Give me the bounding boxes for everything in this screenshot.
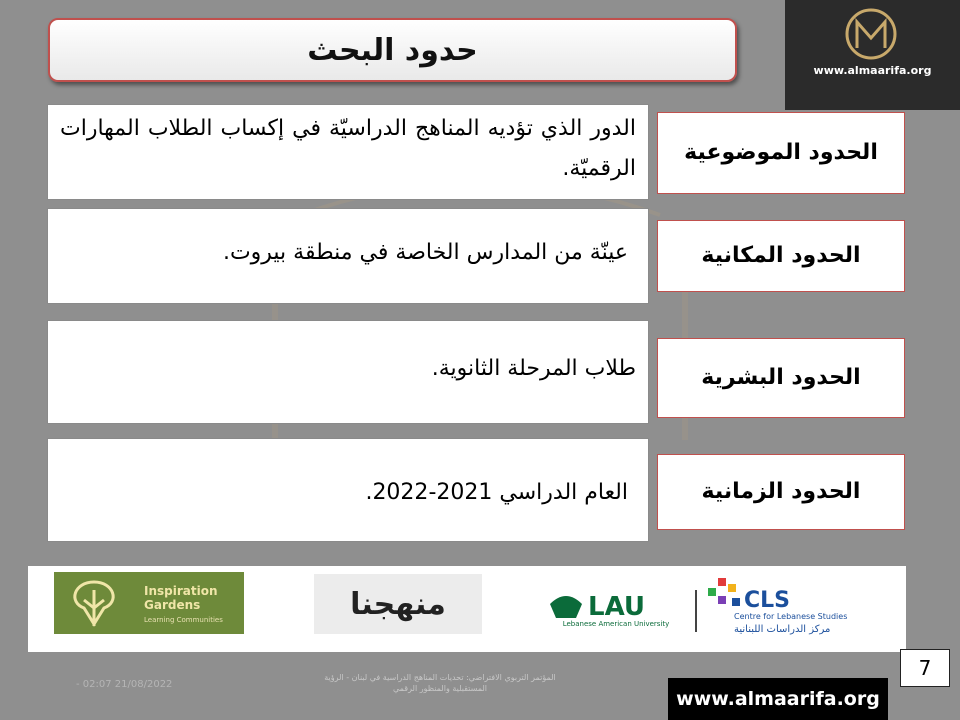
timeframe-value: العام الدراسي 2021-2022. <box>47 438 649 542</box>
cls-sub: Centre for Lebanese Studies <box>734 612 848 621</box>
footer-date: - 02:07 21/08/2022 <box>76 679 173 690</box>
page-title: حدود البحث <box>48 18 737 82</box>
population-label: الحدود البشرية <box>657 338 905 418</box>
cls-logo <box>704 574 894 640</box>
brand-logo <box>785 0 960 110</box>
location-value: عينّة من المدارس الخاصة في منطقة بيروت. <box>47 208 649 304</box>
location-label: الحدود المكانية <box>657 220 905 292</box>
lau-sub: Lebanese American University <box>562 620 670 628</box>
scope-value: الدور الذي تؤديه المناهج الدراسيّة في إكساب الطلاب المهارات الرقميّة. <box>47 104 649 200</box>
inspiration-gardens-logo <box>54 572 244 634</box>
watermark-url: www.almaarifa.org <box>668 678 888 720</box>
scope-label: الحدود الموضوعية <box>657 112 905 194</box>
population-value: طلاب المرحلة الثانوية. <box>47 320 649 424</box>
brand-url: www.almaarifa.org <box>813 64 932 77</box>
inspiration-gardens-sub: Learning Communities <box>144 616 223 624</box>
footer-text: المؤتمر التربوي الافتراضي: تحديات المناهج الدراسية في لبنان - الرؤية المستقبلية والمنظور الرقمي <box>324 673 556 693</box>
lau-logo <box>546 584 684 634</box>
inspiration-gardens-name: Inspiration Gardens <box>144 584 218 612</box>
lau-abbr: LAU <box>588 592 646 622</box>
logo-divider <box>695 590 697 632</box>
tree-icon <box>54 572 134 634</box>
cls-arabic: مركز الدراسات اللبنانية <box>734 624 831 635</box>
monogram-icon <box>785 0 960 64</box>
lau-crest-icon <box>546 584 586 620</box>
timeframe-label: الحدود الزمانية <box>657 454 905 530</box>
partner-logos <box>28 566 906 652</box>
page-number: 7 <box>900 649 950 687</box>
cls-abbr: CLS <box>744 588 791 613</box>
manhajuna-logo: منهجنا <box>314 574 482 634</box>
